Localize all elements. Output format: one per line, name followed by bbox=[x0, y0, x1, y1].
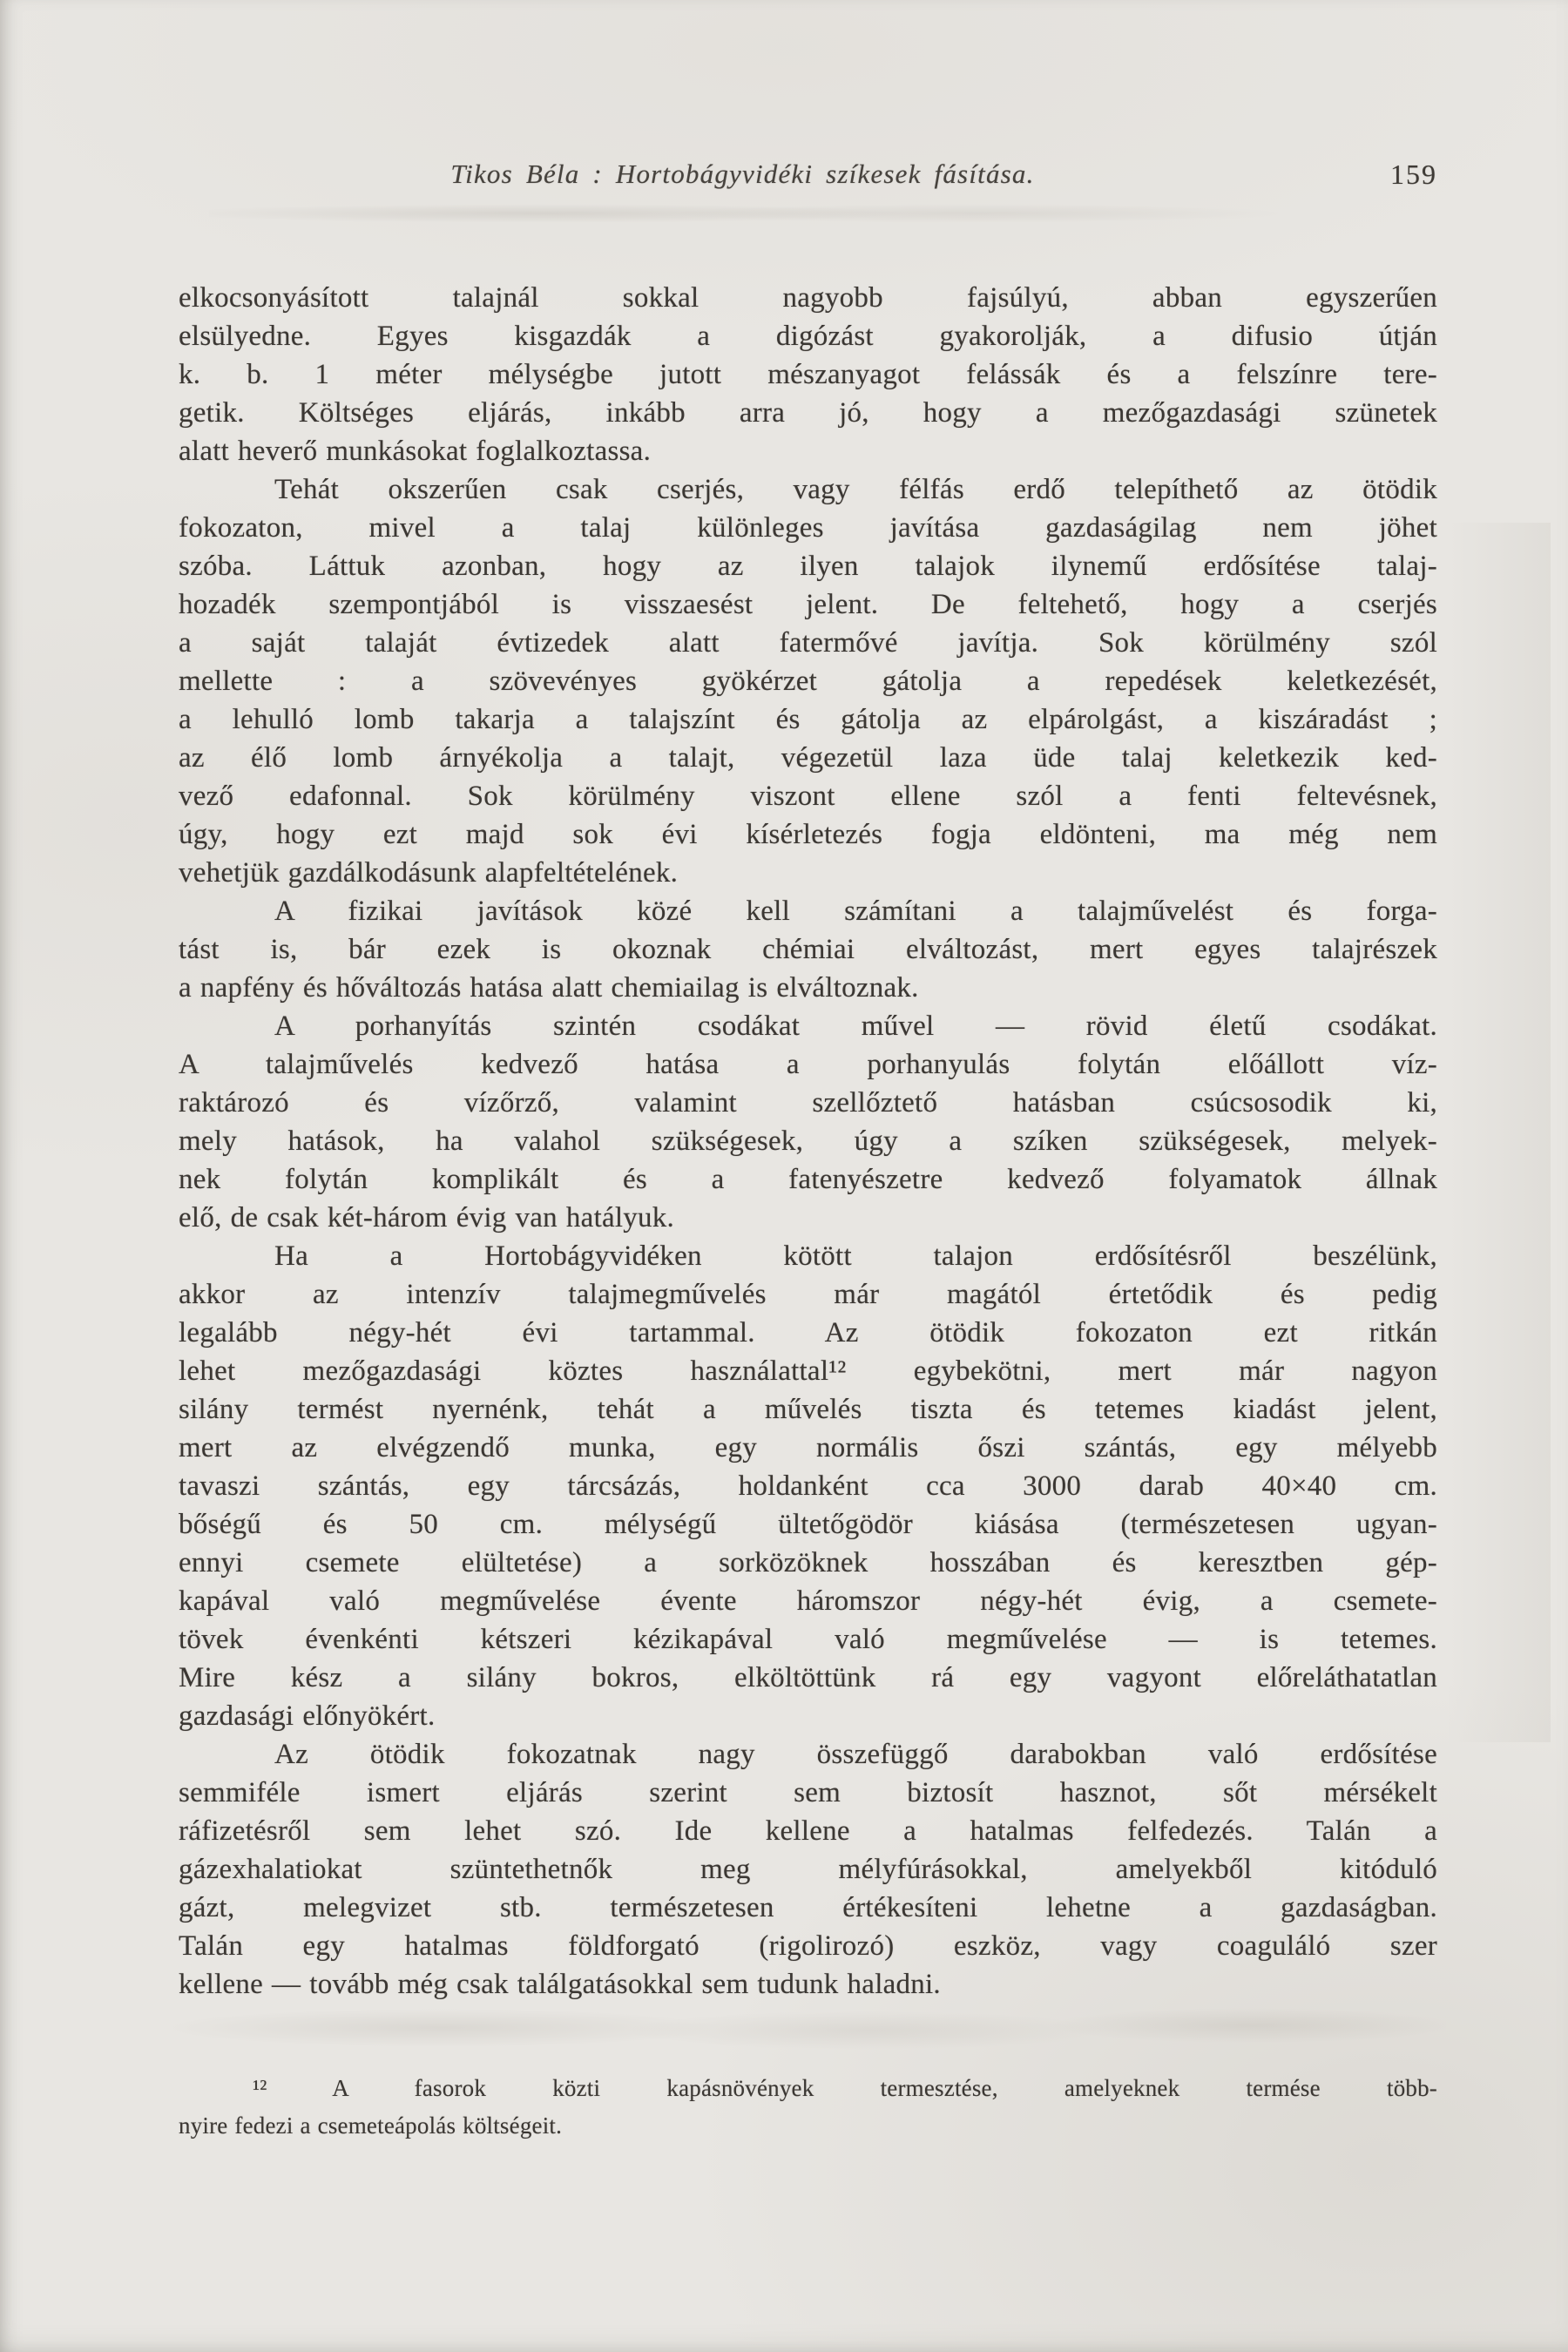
text-line: ennyi csemete elültetése) a sorközöknek hosszában és keresztben gép- bbox=[179, 1547, 1437, 1578]
text-line: Mire kész a silány bokros, elköltöttünk rá egy vagyont előreláthatatlan bbox=[179, 1662, 1437, 1693]
running-title: Tikos Béla : Hortobágyvidéki szíkesek fásítása. bbox=[450, 159, 1035, 189]
text-line: Az ötödik fokozatnak nagy összefüggő darabokban való erdősítése bbox=[274, 1739, 1437, 1770]
page-body bbox=[179, 279, 1437, 2004]
text-line: vező edafonnal. Sok körülmény viszont ellene szól a fenti feltevésnek, bbox=[179, 781, 1437, 812]
text-line: bőségű és 50 cm. mélységű ültetőgödör kiásása (természetesen ugyan- bbox=[179, 1509, 1437, 1540]
text-line: semmiféle ismert eljárás szerint sem biztosít hasznot, sőt mérsékelt bbox=[179, 1777, 1437, 1808]
scan-smudge-bottom bbox=[157, 2004, 1446, 2052]
paragraph-6 bbox=[179, 1735, 1437, 2004]
paragraph-5 bbox=[179, 1237, 1437, 1735]
text-line: elkocsonyásított talajnál sokkal nagyobb fajsúlyú, abban egyszerűen bbox=[179, 282, 1437, 314]
text-line: akkor az intenzív talajmegművelés már magától értetődik és pedig bbox=[179, 1279, 1437, 1310]
text-line: alatt heverő munkásokat foglalkoztassa. bbox=[179, 436, 652, 467]
text-line: gazdasági előnyökért. bbox=[179, 1700, 436, 1732]
text-line: az élő lomb árnyékolja a talajt, végezetül laza üde talaj keletkezik ked- bbox=[179, 742, 1437, 774]
text-line: Ha a Hortobágyvidéken kötött talajon erdősítésről beszélünk, bbox=[274, 1240, 1437, 1272]
text-line: lehet mezőgazdasági köztes használattal¹² egybekötni, mert már nagyon bbox=[179, 1355, 1437, 1387]
text-line: nek folytán komplikált és a fatenyészetre kedvező folyamatok állnak bbox=[179, 1164, 1437, 1195]
text-line: Talán egy hatalmas földforgató (rigolirozó) eszköz, vagy coaguláló szer bbox=[179, 1930, 1437, 1962]
text-line: mert az elvégzendő munka, egy normális őszi szántás, egy mélyebb bbox=[179, 1432, 1437, 1463]
text-line: raktározó és vízőrző, valamint szellőztető hatásban csúcsosodik ki, bbox=[179, 1087, 1437, 1119]
footnote bbox=[179, 2070, 1437, 2145]
page-number: 159 bbox=[1390, 159, 1437, 190]
text-line: elsülyedne. Egyes kisgazdák a digózást gyakorolják, a difusio útján bbox=[179, 321, 1437, 352]
text-line: vehetjük gazdálkodásunk alapfeltételének. bbox=[179, 857, 679, 889]
footnote-line: nyire fedezi a csemeteápolás költségeit. bbox=[179, 2112, 563, 2139]
text-line: Tehát okszerűen csak cserjés, vagy félfás erdő telepíthető az ötödik bbox=[274, 474, 1437, 505]
text-line: k. b. 1 méter mélységbe jutott mészanyagot felássák és a felszínre tere- bbox=[179, 359, 1437, 390]
text-line: a napfény és hőváltozás hatása alatt chemiailag is elváltoznak. bbox=[179, 972, 919, 1004]
text-line: a lehulló lomb takarja a talajszínt és gátolja az elpárolgást, a kiszáradást ; bbox=[179, 704, 1437, 735]
text-line: A talajművelés kedvező hatása a porhanyulás folytán előállott víz- bbox=[179, 1049, 1437, 1080]
text-line: mellette : a szövevényes gyökérzet gátolja a repedések keletkezését, bbox=[179, 666, 1437, 697]
text-line: a saját talaját évtizedek alatt fatermővé javítja. Sok körülmény szól bbox=[179, 627, 1437, 659]
text-line: mely hatások, ha valahol szükségesek, úgy a szíken szükségesek, melyek- bbox=[179, 1125, 1437, 1157]
text-line: tavaszi szántás, egy tárcsázás, holdanként cca 3000 darab 40×40 cm. bbox=[179, 1470, 1437, 1502]
text-line: legalább négy-hét évi tartammal. Az ötödik fokozaton ezt ritkán bbox=[179, 1317, 1437, 1348]
paragraph-1 bbox=[179, 279, 1437, 470]
text-line: tövek évenkénti kétszeri kézikapával való megművelése — is tetemes. bbox=[179, 1624, 1437, 1655]
text-line: getik. Költséges eljárás, inkább arra jó, hogy a mezőgazdasági szünetek bbox=[179, 397, 1437, 429]
paragraph-3 bbox=[179, 892, 1437, 1007]
paragraph-4 bbox=[179, 1007, 1437, 1237]
text-line: fokozaton, mivel a talaj különleges javítása gazdaságilag nem jöhet bbox=[179, 512, 1437, 544]
paragraph-2 bbox=[179, 470, 1437, 892]
text-line: elő, de csak két-három évig van hatályuk. bbox=[179, 1202, 675, 1233]
page-header bbox=[179, 159, 1437, 202]
text-line: gázexhalatiokat szüntethetnők meg mélyfúrásokkal, amelyekből kitóduló bbox=[179, 1854, 1437, 1885]
text-line: úgy, hogy ezt majd sok évi kísérletezés fogja eldönteni, ma még nem bbox=[179, 819, 1437, 850]
text-line: tást is, bár ezek is okoznak chémiai elváltozást, mert egyes talajrészek bbox=[179, 934, 1437, 965]
text-line: hozadék szempontjából is visszaesést jelent. De feltehető, hogy a cserjés bbox=[179, 589, 1437, 620]
footnote-line: ¹² A fasorok közti kapásnövények termesztése, amelyeknek termése több- bbox=[253, 2075, 1437, 2101]
text-line: silány termést nyernénk, tehát a művelés tiszta és tetemes kiadást jelent, bbox=[179, 1394, 1437, 1425]
text-line: kapával való megművelése évente háromszor négy-hét évig, a csemete- bbox=[179, 1585, 1437, 1617]
text-line: ráfizetésről sem lehet szó. Ide kellene a hatalmas felfedezés. Talán a bbox=[179, 1815, 1437, 1847]
text-line: gázt, melegvizet stb. természetesen értékesíteni lehetne a gazdaságban. bbox=[179, 1892, 1437, 1923]
text-line: szóba. Láttuk azonban, hogy az ilyen talajok ilynemű erdősítése talaj- bbox=[179, 551, 1437, 582]
text-line: kellene — tovább még csak találgatásokkal sem tudunk haladni. bbox=[179, 1969, 941, 2000]
text-line: A porhanyítás szintén csodákat művel — rövid életű csodákat. bbox=[274, 1010, 1437, 1042]
scan-smudge-top bbox=[209, 202, 1307, 225]
scan-edge-shading bbox=[1446, 523, 1551, 1742]
text-line: A fizikai javítások közé kell számítani a talajművelést és forga- bbox=[274, 896, 1437, 927]
